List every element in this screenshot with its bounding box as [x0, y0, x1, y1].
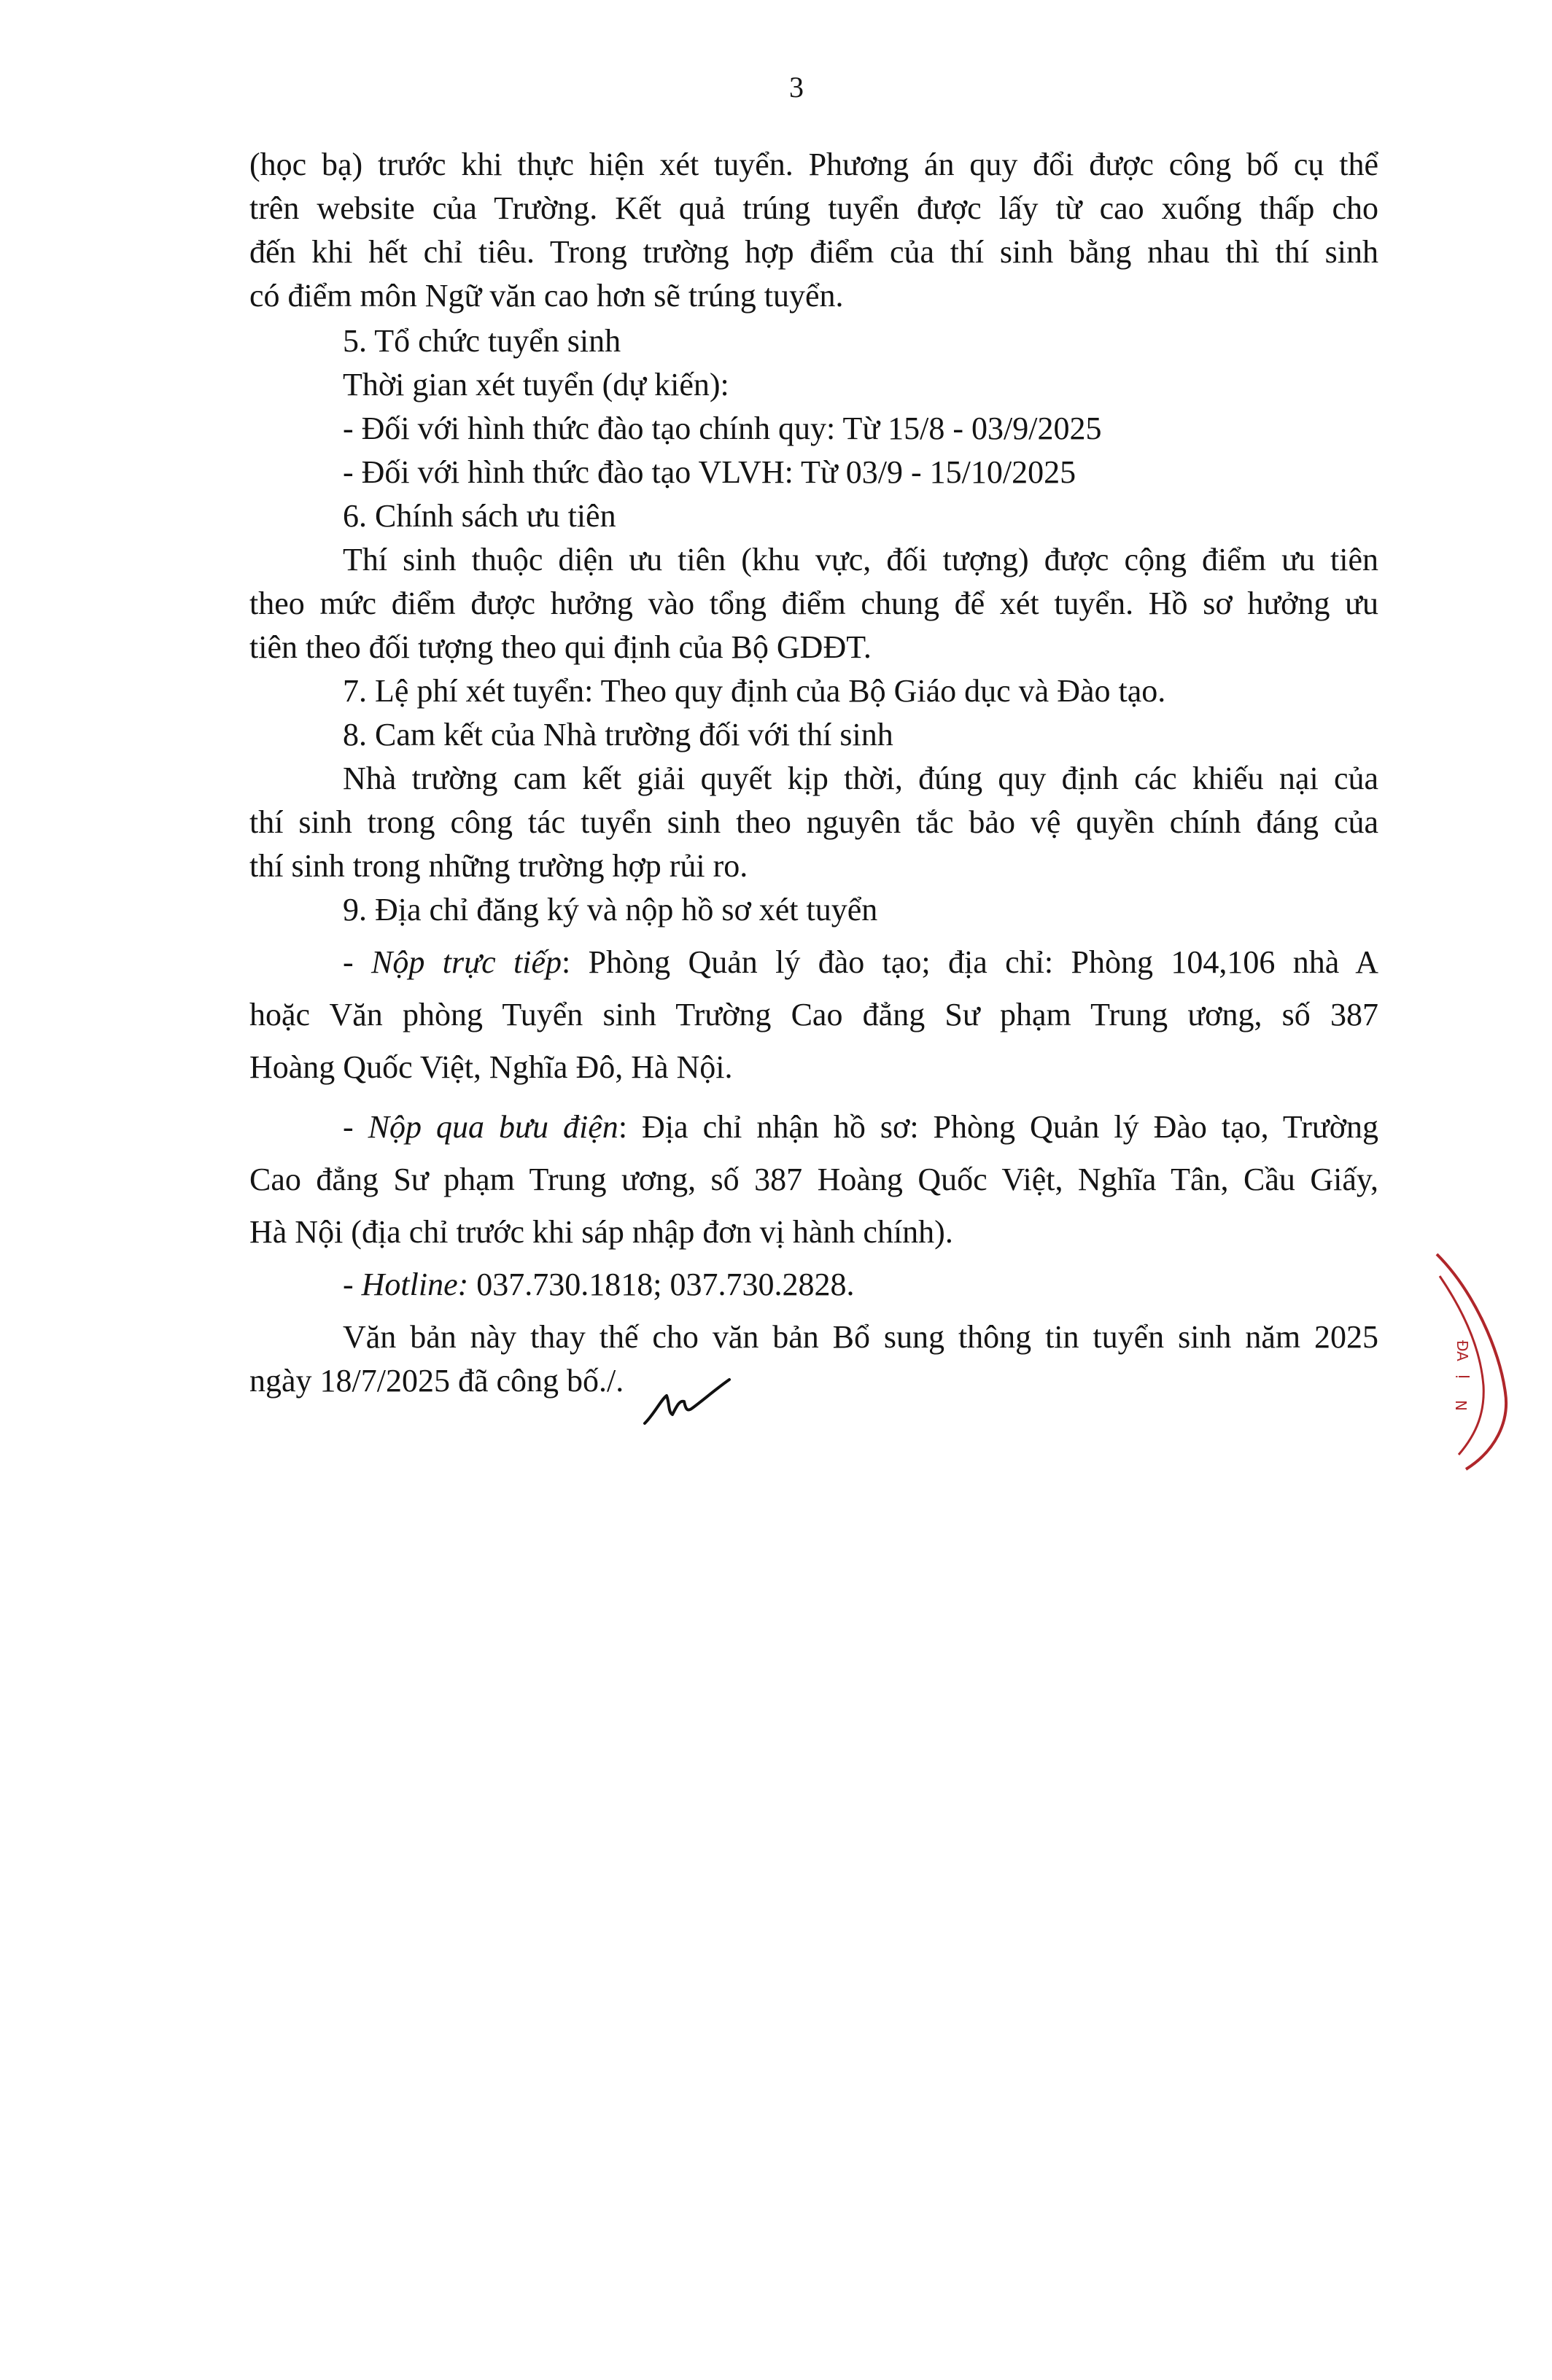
- closing-paragraph: [249, 1315, 1378, 1403]
- text-line: Cao đẳng Sư phạm Trung ương, số 387 Hoàng Quốc Việt, Nghĩa Tân, Cầu Giấy,: [249, 1162, 1378, 1197]
- section-5-time-label: Thời gian xét tuyển (dự kiến):: [343, 367, 729, 402]
- text-line: tiên theo đối tượng theo qui định của Bộ GDĐT.: [249, 629, 872, 665]
- svg-text:N: N: [1452, 1400, 1470, 1411]
- direct-text: : Phòng Quản lý đào tạo; địa chỉ: Phòng 104,106 nhà A: [562, 944, 1378, 980]
- section-9-hotline: [249, 1263, 1378, 1307]
- section-8-heading: 8. Cam kết của Nhà trường đối với thí sinh: [343, 717, 893, 752]
- section-9-heading: 9. Địa chỉ đăng ký và nộp hồ sơ xét tuyển: [343, 892, 878, 928]
- text-line: trên website của Trường. Kết quả trúng tuyển được lấy từ cao xuống thấp cho: [249, 190, 1378, 226]
- post-label: - Nộp qua bưu điện: [343, 1109, 618, 1145]
- text-line: [249, 941, 1378, 984]
- signature-mark: [639, 1371, 734, 1436]
- section-5-heading: 5. Tổ chức tuyển sinh: [343, 323, 621, 359]
- section-6-heading: 6. Chính sách ưu tiên: [343, 498, 616, 534]
- section-7-fee: 7. Lệ phí xét tuyển: Theo quy định của Bộ Giáo dục và Đào tạo.: [343, 673, 1166, 709]
- page-number: 3: [789, 71, 804, 104]
- text-line: (học bạ) trước khi thực hiện xét tuyển. Phương án quy đổi được công bố cụ thể: [249, 147, 1378, 182]
- document-body: [249, 143, 1378, 1403]
- paragraph-conversion: [249, 143, 1378, 318]
- text-line: theo mức điểm được hưởng vào tổng điểm chung để xét tuyển. Hồ sơ hưởng ưu: [249, 586, 1378, 621]
- text-line: [249, 1105, 1378, 1149]
- hotline-numbers: 037.730.1818; 037.730.2828.: [468, 1267, 855, 1302]
- section-5-vlvh-schedule: - Đối với hình thức đào tạo VLVH: Từ 03/9 - 15/10/2025: [343, 454, 1076, 490]
- text-line: Hà Nội (địa chỉ trước khi sáp nhập đơn vị hành chính).: [249, 1214, 953, 1250]
- text-line: Văn bản này thay thế cho văn bản Bổ sung thông tin tuyển sinh năm 2025: [343, 1319, 1378, 1355]
- text-line: Thí sinh thuộc diện ưu tiên (khu vực, đối tượng) được cộng điểm ưu tiên: [343, 542, 1378, 578]
- svg-text:ĐA: ĐA: [1454, 1340, 1471, 1361]
- text-line: Nhà trường cam kết giải quyết kịp thời, đúng quy định các khiếu nại của: [343, 761, 1378, 796]
- text-line: Hoàng Quốc Việt, Nghĩa Đô, Hà Nội.: [249, 1049, 733, 1085]
- post-text: : Địa chỉ nhận hồ sơ: Phòng Quản lý Đào tạo, Trường: [618, 1109, 1378, 1145]
- official-seal: [1429, 1247, 1510, 1473]
- text-line: thí sinh trong công tác tuyển sinh theo nguyên tắc bảo vệ quyền chính đáng của: [249, 804, 1378, 840]
- direct-label: - Nộp trực tiếp: [343, 944, 562, 980]
- section-8-body: [249, 757, 1378, 888]
- svg-text:Ị: Ị: [1455, 1374, 1473, 1379]
- section-9-post: [249, 1105, 1378, 1254]
- text-line: thí sinh trong những trường hợp rủi ro.: [249, 848, 748, 884]
- section-9-direct: [249, 941, 1378, 1089]
- section-6-body: [249, 538, 1378, 669]
- text-line: ngày 18/7/2025 đã công bố./.: [249, 1363, 624, 1399]
- text-line: đến khi hết chỉ tiêu. Trong trường hợp điểm của thí sinh bằng nhau thì thí sinh: [249, 234, 1378, 270]
- text-line: có điểm môn Ngữ văn cao hơn sẽ trúng tuyển.: [249, 278, 844, 314]
- section-5-regular-schedule: - Đối với hình thức đào tạo chính quy: Từ 15/8 - 03/9/2025: [343, 411, 1102, 446]
- text-line: hoặc Văn phòng Tuyển sinh Trường Cao đẳng Sư phạm Trung ương, số 387: [249, 997, 1378, 1032]
- hotline-label: - Hotline:: [343, 1267, 469, 1302]
